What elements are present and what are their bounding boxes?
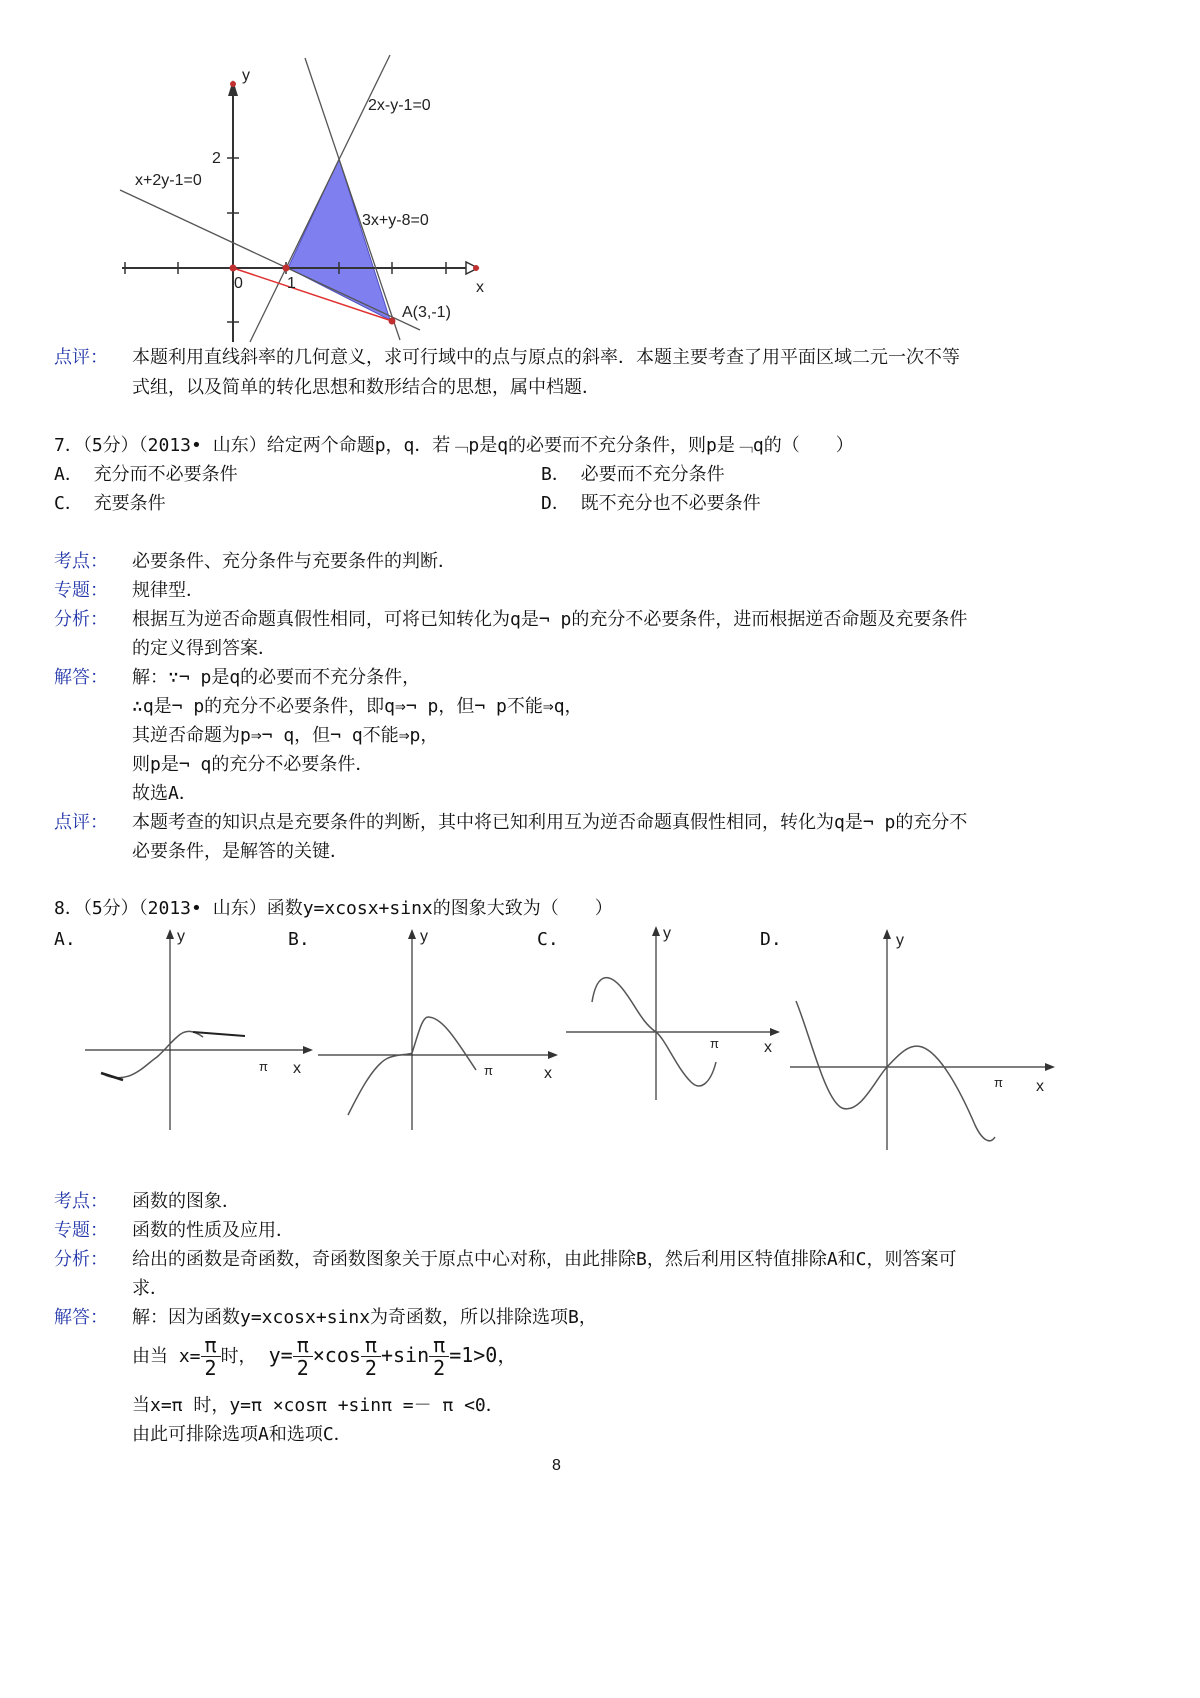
- q6-comment-line2: 式组，以及简单的转化思想和数形结合的思想，属中档题．: [132, 377, 600, 398]
- q7-dianping-label: 点评：: [54, 812, 108, 833]
- feasible-region: [288, 159, 390, 320]
- q7-fenxi-line1: 根据互为逆否命题真假性相同，可将已知转化为q是¬ p的充分不必要条件，进而根据逆否命题及充要条件: [132, 609, 968, 630]
- q7-option-d: D． 既不充分也不必要条件: [541, 493, 761, 514]
- q8-zhuanti: 函数的性质及应用．: [132, 1220, 294, 1241]
- frac-pi-over-2-c: $\frac{\pi}{2}$: [361, 1334, 381, 1379]
- q8-fenxi-label: 分析：: [54, 1249, 108, 1270]
- line-label-2x-y-1: 2x-y-1=0: [368, 97, 431, 114]
- graph-a-curve: [105, 1031, 203, 1077]
- svg-text:π: π: [710, 1036, 719, 1051]
- q7-zhuanti: 规律型．: [132, 580, 204, 601]
- q8-jieda-line1: 解：因为函数y=xcosx+sinx为奇函数，所以排除选项B，: [132, 1307, 597, 1328]
- svg-text:x: x: [1036, 1078, 1044, 1095]
- q8-option-c: C.: [537, 929, 559, 950]
- q8-fenxi-line1: 给出的函数是奇函数，奇函数图象关于原点中心对称，由此排除B，然后利用区特值排除A和C，则答案可: [132, 1249, 957, 1270]
- q8-fenxi-line2: 求．: [132, 1278, 168, 1299]
- svg-text:x: x: [293, 1060, 301, 1077]
- q7-fenxi-label: 分析：: [54, 609, 108, 630]
- svg-text:π: π: [994, 1075, 1003, 1090]
- svg-text:y: y: [896, 932, 904, 949]
- graph-a: [85, 925, 315, 1135]
- page-number: 8: [552, 1457, 561, 1474]
- q7-jieda-label: 解答：: [54, 667, 108, 688]
- tick-label-1: 1: [287, 275, 296, 292]
- line-x+2y-1: [120, 190, 420, 330]
- graph-b: [318, 925, 563, 1135]
- x-axis-label: x: [476, 279, 484, 296]
- q8-stem: 8．（5分）（2013• 山东）函数y=xcosx+sinx的图象大致为（ ）: [54, 898, 613, 919]
- point-a: [389, 318, 396, 325]
- svg-text:x: x: [764, 1039, 772, 1056]
- origin-point: [230, 265, 237, 272]
- q7-jieda-line5: 故选A．: [132, 783, 197, 804]
- q8-jieda-label: 解答：: [54, 1307, 108, 1328]
- line-label-3x+y-8: 3x+y-8=0: [362, 212, 429, 229]
- y-axis-label: y: [242, 67, 250, 84]
- graph-d-curve: [796, 1001, 995, 1141]
- q7-jieda-line1: 解：∵¬ p是q的必要而不充分条件，: [132, 667, 421, 688]
- q8-kaodian: 函数的图象．: [132, 1191, 240, 1212]
- q7-zhuanti-label: 专题：: [54, 580, 108, 601]
- q7-option-b: B． 必要而不充分条件: [541, 464, 725, 485]
- line-label-x+2y-1: x+2y-1=0: [135, 172, 202, 189]
- q7-kaodian: 必要条件、充分条件与充要条件的判断．: [132, 551, 456, 572]
- q6-comment-label: 点评：: [54, 347, 108, 368]
- y-arrow-point: [230, 81, 236, 87]
- q7-fenxi-line2: 的定义得到答案．: [132, 638, 276, 659]
- svg-text:y: y: [420, 928, 428, 945]
- svg-text:π: π: [259, 1059, 268, 1074]
- q7-kaodian-label: 考点：: [54, 551, 108, 572]
- q8-jieda-math-line: 由当 x= $\frac{\pi}{2}$ 时， y= $\frac{\pi}{2}$ ×cos $\frac{\pi}{2}$ +sin $\frac{\pi}{2}$ =1>0，: [132, 1333, 518, 1380]
- q7-jieda-line2: ∴q是¬ p的充分不必要条件，即q⇒¬ p，但¬ p不能⇒q，: [132, 696, 583, 717]
- q8-zhuanti-label: 专题：: [54, 1220, 108, 1241]
- point-a-label: A(3,-1): [402, 304, 451, 321]
- point-1: [283, 265, 290, 272]
- q7-option-a: A． 充分而不必要条件: [54, 464, 238, 485]
- q7-option-c: C． 充要条件: [54, 493, 166, 514]
- origin-label: 0: [234, 275, 243, 292]
- q8-jieda-line4: 由此可排除选项A和选项C．: [132, 1424, 352, 1445]
- feasible-region-figure: [118, 52, 518, 352]
- svg-text:π: π: [484, 1063, 493, 1078]
- x-arrow-point: [473, 265, 479, 271]
- svg-text:x: x: [544, 1065, 552, 1082]
- q8-kaodian-label: 考点：: [54, 1191, 108, 1212]
- q7-stem: 7．（5分）（2013• 山东）给定两个命题p，q．若﹁p是q的必要而不充分条件，则p是﹁q的（ ）: [54, 435, 854, 456]
- q7-jieda-line4: 则p是¬ q的充分不必要条件．: [132, 754, 374, 775]
- q8-option-d: D.: [760, 929, 782, 950]
- q8-option-b: B.: [288, 929, 310, 950]
- q8-option-a: A.: [54, 929, 76, 950]
- svg-text:y: y: [663, 925, 671, 942]
- frac-pi-over-2-d: $\frac{\pi}{2}$: [429, 1334, 449, 1379]
- tick-label-2: 2: [212, 150, 221, 167]
- q7-jieda-line3: 其逆否命题为p⇒¬ q，但¬ q不能⇒p，: [132, 725, 439, 746]
- svg-text:y: y: [177, 928, 185, 945]
- graph-d: [790, 925, 1060, 1155]
- q7-dianping-line1: 本题考查的知识点是充要条件的判断，其中将已知利用互为逆否命题真假性相同，转化为q是¬ p的充分不: [132, 812, 968, 833]
- frac-pi-over-2-a: $\frac{\pi}{2}$: [201, 1334, 221, 1379]
- graph-c: [566, 922, 786, 1107]
- q6-comment-line1: 本题利用直线斜率的几何意义，求可行域中的点与原点的斜率．本题主要考查了用平面区域二元一次不等: [132, 347, 960, 368]
- q8-jieda-line3: 当x=π 时，y=π ×cosπ +sinπ =－ π <0．: [132, 1395, 504, 1416]
- q7-dianping-line2: 必要条件，是解答的关键．: [132, 841, 348, 862]
- frac-pi-over-2-b: $\frac{\pi}{2}$: [293, 1334, 313, 1379]
